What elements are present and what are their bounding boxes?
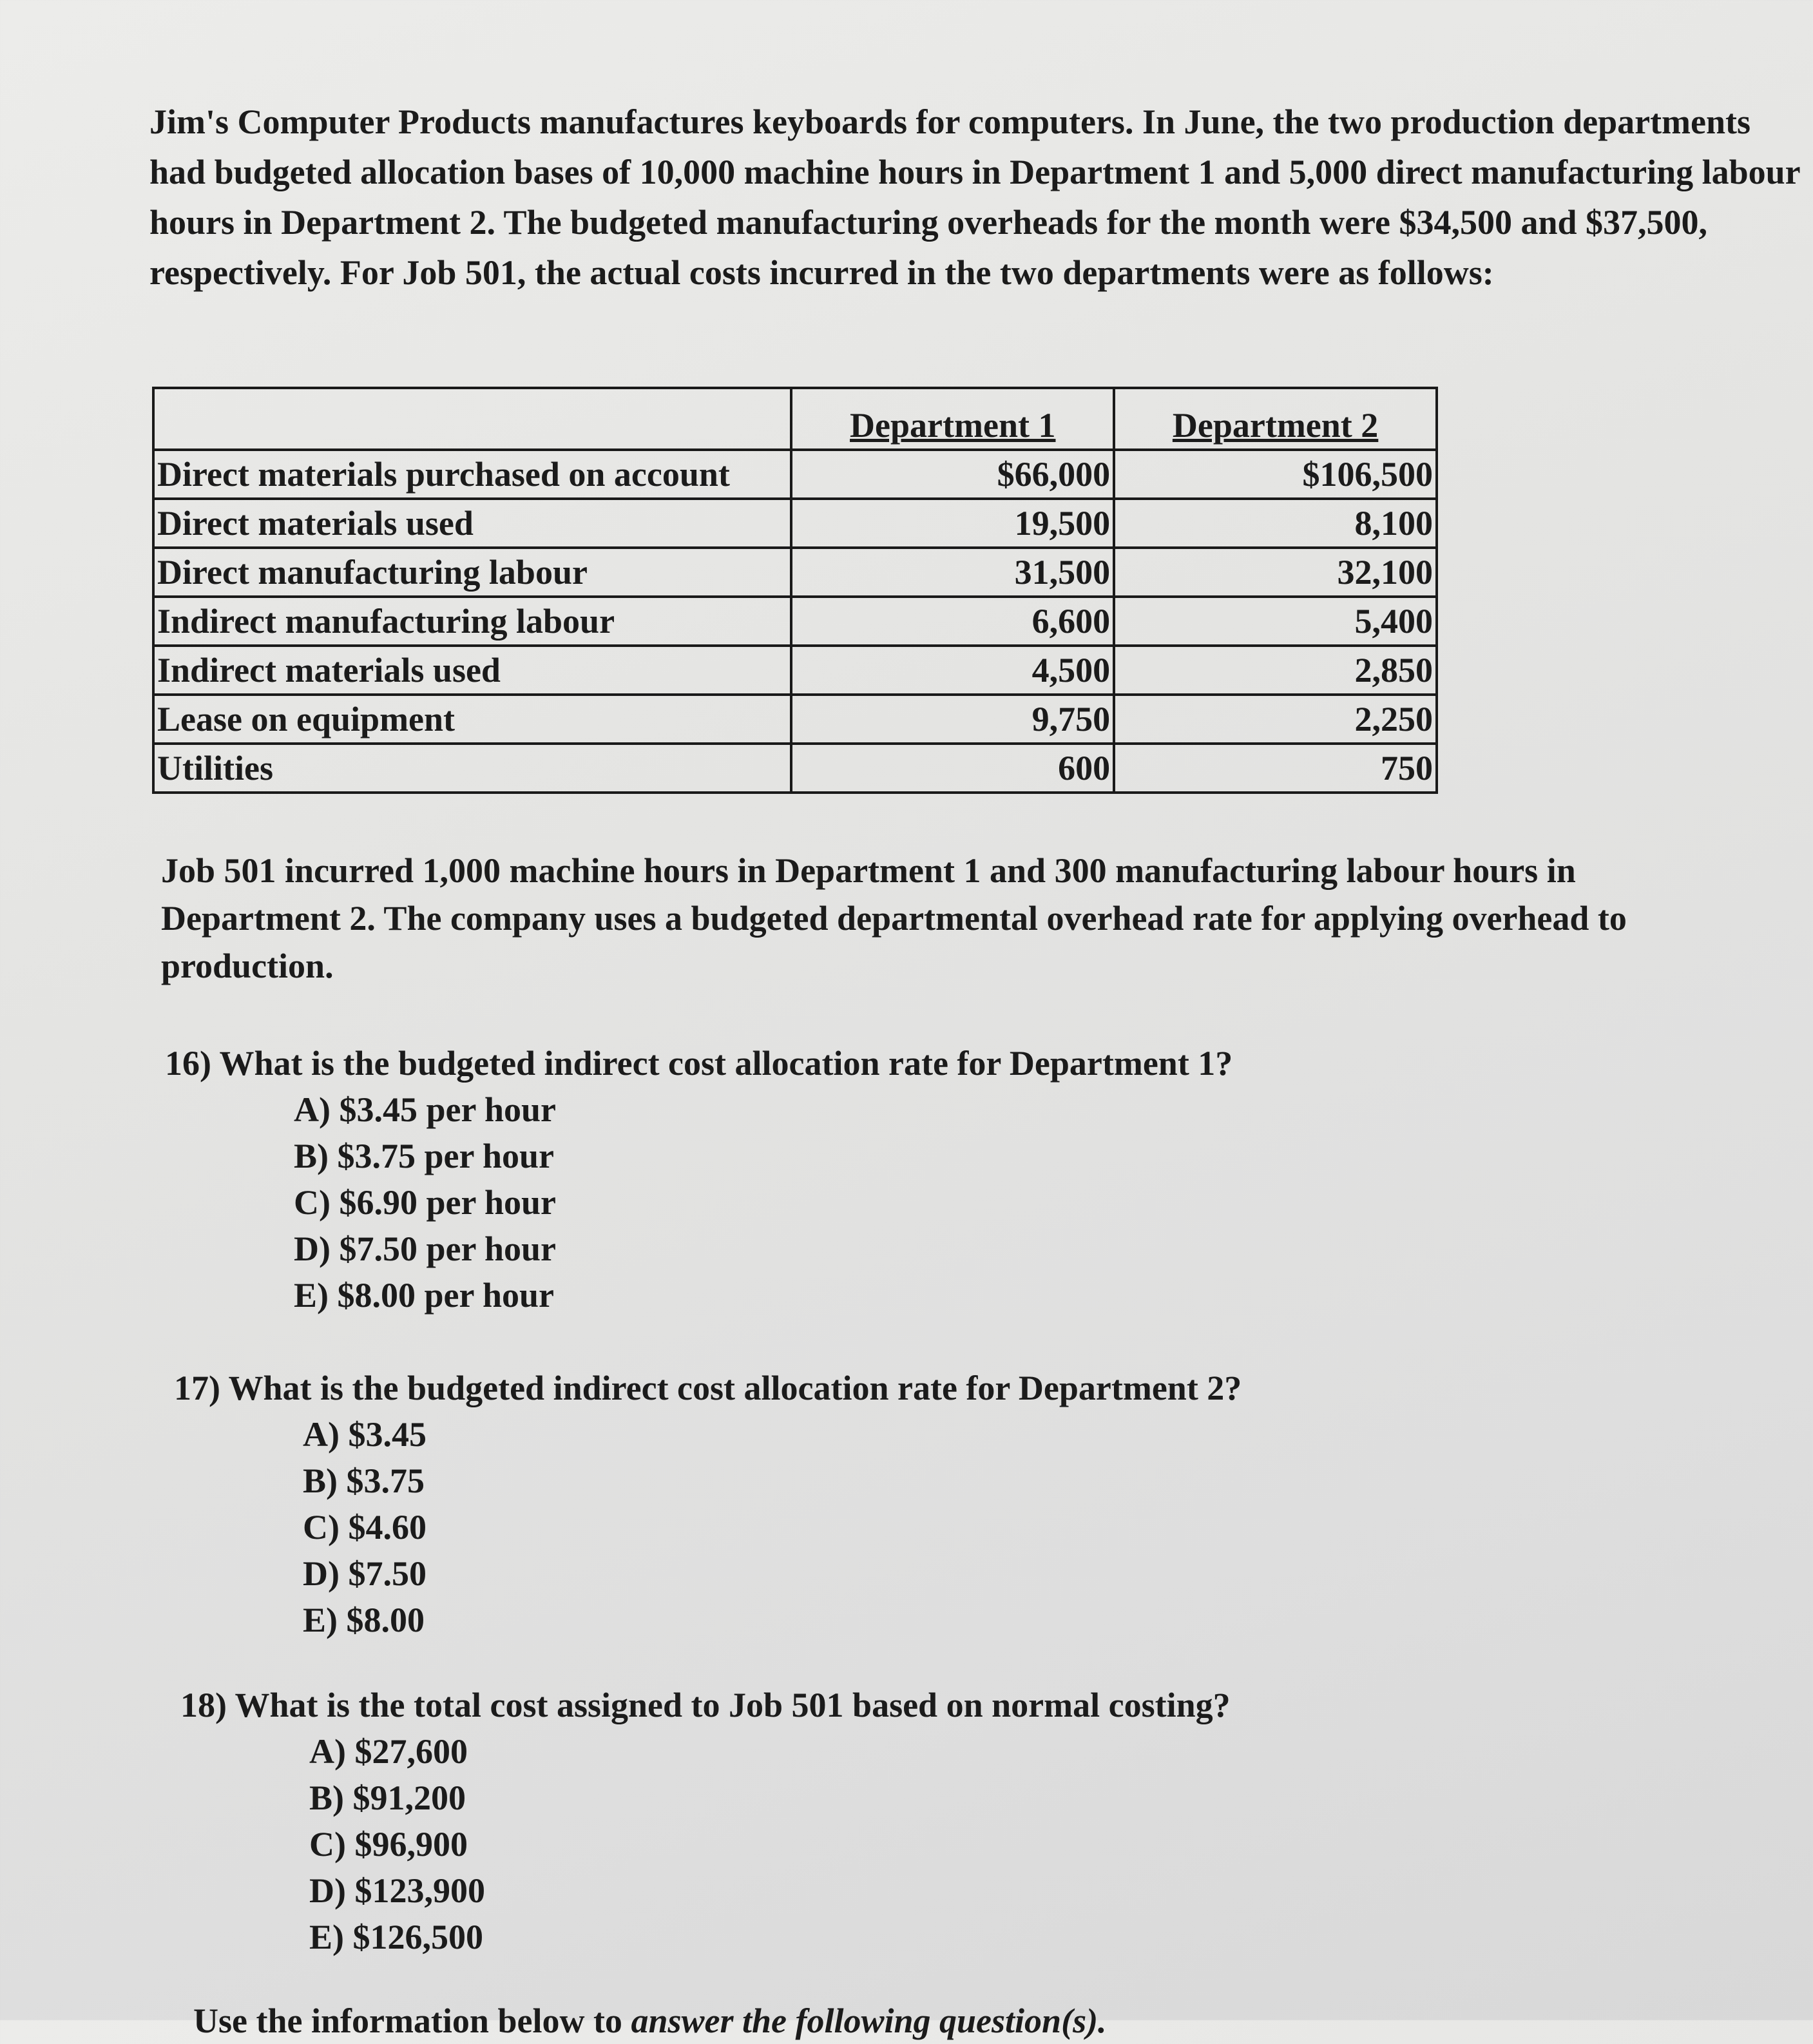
dept1-value: 9,750 bbox=[791, 695, 1114, 744]
dept2-value: 8,100 bbox=[1114, 499, 1437, 548]
row-label: Lease on equipment bbox=[153, 695, 791, 744]
row-label: Direct manufacturing labour bbox=[153, 548, 791, 597]
table-row bbox=[153, 646, 1437, 695]
dept1-value: 4,500 bbox=[791, 646, 1114, 695]
answer-option: D) $123,900 bbox=[309, 1871, 485, 1910]
answer-option: B) $3.75 bbox=[303, 1461, 425, 1500]
row-label: Direct materials used bbox=[153, 499, 791, 548]
problem-intro: Jim's Computer Products manufactures keyboards for computers. In June, the two production departments had budgeted allocation bases of 10,000 machine hours in Department 1 and 5,000 direct manufacturing labour hours in Department 2. The budgeted manufacturing overheads for the month were $34,500 and $37,500, respectively. For Job 501, the actual costs incurred in the two departments were as follows: bbox=[149, 102, 1800, 292]
answer-option: B) $91,200 bbox=[309, 1779, 466, 1817]
question-17 bbox=[174, 1365, 1242, 1643]
dept1-value: 600 bbox=[791, 744, 1114, 793]
question-text: 17) What is the budgeted indirect cost allocation rate for Department 2? bbox=[174, 1369, 1242, 1407]
dept2-value: 750 bbox=[1114, 744, 1437, 793]
row-label: Indirect materials used bbox=[153, 646, 791, 695]
table-row bbox=[153, 744, 1437, 793]
row-label: Indirect manufacturing labour bbox=[153, 597, 791, 646]
table-row bbox=[153, 450, 1437, 499]
answer-options bbox=[180, 1728, 1231, 1960]
table-header-row bbox=[153, 388, 1437, 450]
heading-italic: answer the following question(s). bbox=[631, 2001, 1107, 2040]
header-blank bbox=[153, 388, 791, 450]
heading-plain: Use the information below to bbox=[193, 2001, 631, 2040]
row-label: Direct materials purchased on account bbox=[153, 450, 791, 499]
job-details-paragraph: Job 501 incurred 1,000 machine hours in Department 1 and 300 manufacturing labour hours in Department 2. The company uses a budgeted departmental overhead rate for applying overhead to production. bbox=[161, 851, 1627, 985]
dept1-value: 31,500 bbox=[791, 548, 1114, 597]
answer-option: E) $8.00 per hour bbox=[294, 1276, 555, 1315]
job-cost-table bbox=[152, 387, 1438, 794]
answer-option: D) $7.50 bbox=[303, 1554, 427, 1593]
table-row bbox=[153, 695, 1437, 744]
header-department-2: Department 2 bbox=[1114, 388, 1437, 450]
dept2-value: 2,250 bbox=[1114, 695, 1437, 744]
dept2-value: $106,500 bbox=[1114, 450, 1437, 499]
answer-option: A) $27,600 bbox=[309, 1732, 468, 1771]
table-row bbox=[153, 597, 1437, 646]
answer-option: A) $3.45 per hour bbox=[294, 1090, 557, 1129]
dept2-value: 5,400 bbox=[1114, 597, 1437, 646]
question-text: 18) What is the total cost assigned to Job 501 based on normal costing? bbox=[180, 1686, 1231, 1724]
table-row bbox=[153, 499, 1437, 548]
answer-option: D) $7.50 per hour bbox=[294, 1229, 557, 1268]
answer-option: C) $6.90 per hour bbox=[294, 1183, 557, 1222]
answer-option: A) $3.45 bbox=[303, 1415, 427, 1454]
answer-option: E) $126,500 bbox=[309, 1918, 483, 1956]
question-16 bbox=[165, 1040, 1233, 1318]
row-label: Utilities bbox=[153, 744, 791, 793]
answer-option: B) $3.75 per hour bbox=[294, 1137, 555, 1175]
dept2-value: 32,100 bbox=[1114, 548, 1437, 597]
answer-option: C) $4.60 bbox=[303, 1508, 427, 1547]
answer-options bbox=[165, 1086, 1233, 1318]
answer-option: C) $96,900 bbox=[309, 1825, 468, 1864]
question-18 bbox=[180, 1682, 1231, 1960]
question-text: 16) What is the budgeted indirect cost allocation rate for Department 1? bbox=[165, 1044, 1233, 1083]
header-department-1: Department 1 bbox=[791, 388, 1114, 450]
dept2-value: 2,850 bbox=[1114, 646, 1437, 695]
answer-options bbox=[174, 1411, 1242, 1643]
table-row bbox=[153, 548, 1437, 597]
dept1-value: $66,000 bbox=[791, 450, 1114, 499]
dept1-value: 19,500 bbox=[791, 499, 1114, 548]
next-section-heading bbox=[193, 1998, 1107, 2044]
dept1-value: 6,600 bbox=[791, 597, 1114, 646]
answer-option: E) $8.00 bbox=[303, 1601, 425, 1639]
